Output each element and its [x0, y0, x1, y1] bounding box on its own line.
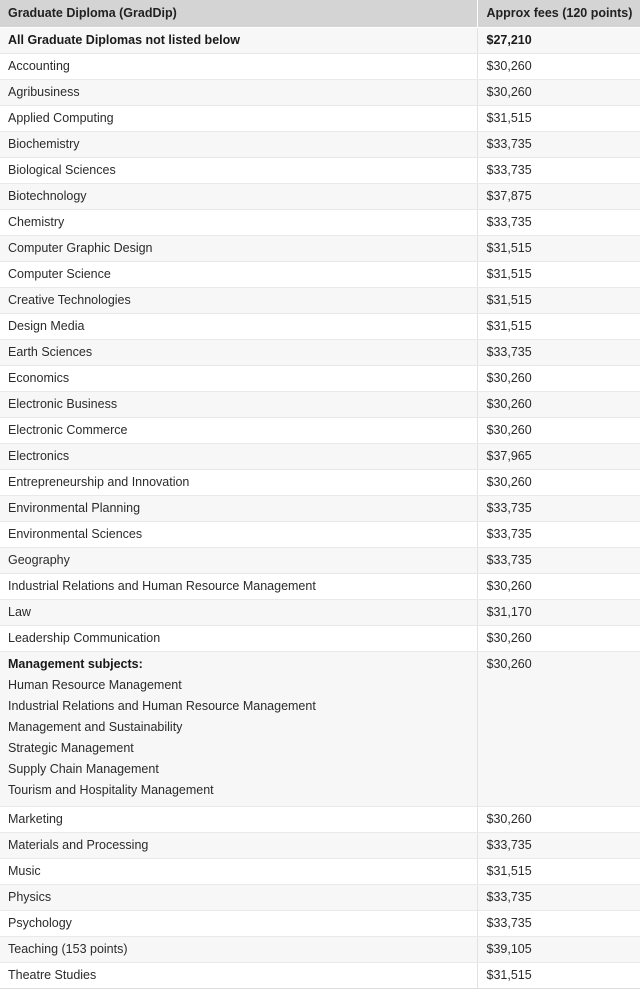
programme-fee-cell: $31,170 — [477, 599, 640, 625]
programme-group-cell — [0, 651, 477, 806]
programme-group-subitem: Human Resource Management — [8, 677, 182, 692]
programme-name-cell: Materials and Processing — [0, 832, 477, 858]
programme-group-subitem: Strategic Management — [8, 740, 134, 755]
programme-name-cell: Environmental Planning — [0, 495, 477, 521]
programme-name-cell: Electronic Commerce — [0, 417, 477, 443]
programme-name-cell: Earth Sciences — [0, 339, 477, 365]
programme-name-cell: Biological Sciences — [0, 157, 477, 183]
programme-name-cell: Leadership Communication — [0, 625, 477, 651]
programme-fee-cell: $31,515 — [477, 105, 640, 131]
programme-fee-cell: $30,260 — [477, 365, 640, 391]
table-row — [0, 313, 640, 339]
programme-fee-cell: $31,515 — [477, 962, 640, 988]
programme-fee-cell: $30,260 — [477, 53, 640, 79]
programme-name-cell: Marketing — [0, 806, 477, 832]
programme-name-cell: Law — [0, 599, 477, 625]
programme-fee-cell: $33,735 — [477, 157, 640, 183]
table-row — [0, 599, 640, 625]
programme-group-subitem: Management and Sustainability — [8, 719, 183, 734]
table-row — [0, 910, 640, 936]
programme-fee-cell: $30,260 — [477, 391, 640, 417]
table-row — [0, 131, 640, 157]
table-row — [0, 261, 640, 287]
programme-name-cell: Creative Technologies — [0, 287, 477, 313]
table-row — [0, 443, 640, 469]
programme-group-subitem: Industrial Relations and Human Resource Management — [8, 698, 316, 713]
programme-name-cell: Psychology — [0, 910, 477, 936]
programme-name-cell: Biotechnology — [0, 183, 477, 209]
programme-fee-cell: $33,735 — [477, 910, 640, 936]
programme-fee-cell: $30,260 — [477, 625, 640, 651]
programme-fee-cell: $31,515 — [477, 313, 640, 339]
table-row — [0, 651, 640, 806]
programme-name-cell: Physics — [0, 884, 477, 910]
table-row — [0, 884, 640, 910]
table-row — [0, 53, 640, 79]
programme-name-cell: Electronic Business — [0, 391, 477, 417]
programme-name-cell: Industrial Relations and Human Resource Management — [0, 573, 477, 599]
programme-group-subitem: Supply Chain Management — [8, 761, 159, 776]
programme-name-cell: Applied Computing — [0, 105, 477, 131]
table-row — [0, 339, 640, 365]
programme-name-cell: Electronics — [0, 443, 477, 469]
programme-name-cell: All Graduate Diplomas not listed below — [0, 27, 477, 53]
programme-name-cell: Geography — [0, 547, 477, 573]
programme-fee-cell: $31,515 — [477, 235, 640, 261]
programme-fee-cell: $27,210 — [477, 27, 640, 53]
programme-name-cell: Design Media — [0, 313, 477, 339]
table-row — [0, 391, 640, 417]
programme-name-cell: Agribusiness — [0, 79, 477, 105]
programme-fee-cell: $33,735 — [477, 339, 640, 365]
programme-fee-cell: $30,260 — [477, 651, 640, 806]
programme-name-cell: Music — [0, 858, 477, 884]
programme-group-title: Management subjects: — [8, 656, 143, 671]
programme-name-cell: Entrepreneurship and Innovation — [0, 469, 477, 495]
table-row — [0, 573, 640, 599]
programme-fee-cell: $33,735 — [477, 521, 640, 547]
programme-name-cell: Economics — [0, 365, 477, 391]
table-row — [0, 962, 640, 988]
table-row — [0, 287, 640, 313]
programme-name-cell: Biochemistry — [0, 131, 477, 157]
programme-fee-cell: $30,260 — [477, 79, 640, 105]
programme-fee-cell: $33,735 — [477, 547, 640, 573]
column-header-programme: Graduate Diploma (GradDip) — [0, 0, 477, 27]
table-row — [0, 521, 640, 547]
programme-name-cell: Chemistry — [0, 209, 477, 235]
table-row — [0, 183, 640, 209]
programme-name-cell: Computer Graphic Design — [0, 235, 477, 261]
programme-fee-cell: $30,260 — [477, 573, 640, 599]
programme-fee-cell: $37,965 — [477, 443, 640, 469]
programme-fee-cell: $31,515 — [477, 287, 640, 313]
column-header-fees: Approx fees (120 points) — [477, 0, 640, 27]
table-row — [0, 79, 640, 105]
programme-fee-cell: $33,735 — [477, 884, 640, 910]
programme-name-cell: Environmental Sciences — [0, 521, 477, 547]
table-row — [0, 625, 640, 651]
table-header — [0, 0, 640, 27]
table-row — [0, 27, 640, 53]
table-row — [0, 495, 640, 521]
programme-name-cell: Teaching (153 points) — [0, 936, 477, 962]
table-body — [0, 27, 640, 988]
programme-fee-cell: $30,260 — [477, 469, 640, 495]
table-row — [0, 858, 640, 884]
programme-name-cell: Accounting — [0, 53, 477, 79]
table-row — [0, 235, 640, 261]
table-row — [0, 547, 640, 573]
table-row — [0, 105, 640, 131]
programme-fee-cell: $33,735 — [477, 495, 640, 521]
programme-fee-cell: $33,735 — [477, 209, 640, 235]
programme-fee-cell: $39,105 — [477, 936, 640, 962]
programme-name-cell: Computer Science — [0, 261, 477, 287]
table-row — [0, 936, 640, 962]
table-row — [0, 365, 640, 391]
table-row — [0, 157, 640, 183]
programme-fee-cell: $33,735 — [477, 131, 640, 157]
table-row — [0, 832, 640, 858]
table-row — [0, 469, 640, 495]
programme-fee-cell: $30,260 — [477, 417, 640, 443]
programme-name-cell: Theatre Studies — [0, 962, 477, 988]
table-row — [0, 806, 640, 832]
programme-fee-cell: $33,735 — [477, 832, 640, 858]
programme-group-subitem: Tourism and Hospitality Management — [8, 782, 214, 797]
programme-fee-cell: $31,515 — [477, 261, 640, 287]
table-header-row — [0, 0, 640, 27]
table-row — [0, 417, 640, 443]
table-row — [0, 209, 640, 235]
programme-fee-cell: $30,260 — [477, 806, 640, 832]
programme-fee-cell: $31,515 — [477, 858, 640, 884]
programme-fee-cell: $37,875 — [477, 183, 640, 209]
